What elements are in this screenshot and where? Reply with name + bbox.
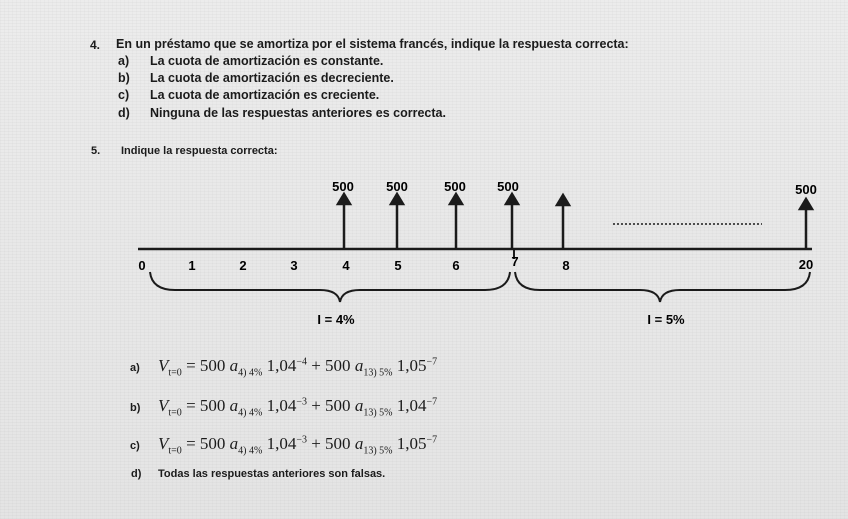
q5-option-c-letter: c) xyxy=(130,440,140,452)
rate-label-right: I = 5% xyxy=(647,312,685,327)
tick-label-0: 0 xyxy=(138,258,146,273)
amount-label-7: 500 xyxy=(497,179,519,194)
amount-label-4: 500 xyxy=(332,179,354,194)
q5-option-c-formula: $V_{t=0} = 500$ $a_{4) 4\%}$ $1,04^{-3} + 500$ $a_{13) 5\%}$ $1,05^{-7}$ xyxy=(158,434,438,457)
arrow-6-head xyxy=(450,194,462,204)
brace-right xyxy=(515,272,810,302)
tick-label-8: 8 xyxy=(562,258,570,273)
q5-option-d-text: Todas las respuestas anteriores son falsas. xyxy=(158,468,386,480)
question-4-text: En un préstamo que se amortiza por el sistema francés, indique la respuesta correcta: xyxy=(116,37,629,51)
tick-label-20: 20 xyxy=(798,257,814,272)
amount-label-6: 500 xyxy=(444,179,466,194)
q5-option-a-formula: $V_{t=0} = 500$ $a_{4) 4\%}$ $1,04^{-4} + 500$ $a_{13) 5\%}$ $1,05^{-7}$ xyxy=(158,356,438,379)
arrow-7-head xyxy=(506,194,518,204)
amount-label-20: 500 xyxy=(795,182,817,197)
amount-label-5: 500 xyxy=(386,179,408,194)
brace-left xyxy=(150,272,510,302)
tick-label-1: 1 xyxy=(188,258,196,273)
q4-option-b-letter: b) xyxy=(118,71,130,85)
arrow-8-head xyxy=(557,195,569,205)
rate-label-left: I = 4% xyxy=(317,312,355,327)
arrow-4-head xyxy=(338,194,350,204)
question-5-text: Indique la respuesta correcta: xyxy=(121,145,278,157)
tick-label-5: 5 xyxy=(394,258,402,273)
q4-option-a-letter: a) xyxy=(118,54,130,68)
q4-option-c-letter: c) xyxy=(118,88,130,102)
q4-option-d-letter: d) xyxy=(118,106,130,120)
q5-option-b-letter: b) xyxy=(130,402,141,414)
tick-label-6: 6 xyxy=(452,258,460,273)
tick-label-4: 4 xyxy=(342,258,350,273)
q4-option-c-text: La cuota de amortización es creciente. xyxy=(150,88,380,102)
q4-option-a-text: La cuota de amortización es constante. xyxy=(150,54,384,68)
q4-option-b-text: La cuota de amortización es decreciente. xyxy=(150,71,394,85)
q4-option-d-text: Ninguna de las respuestas anteriores es correcta. xyxy=(150,106,446,120)
question-4-number: 4. xyxy=(90,38,101,52)
q5-option-b-formula: $V_{t=0} = 500$ $a_{4) 4\%}$ $1,04^{-3} + 500$ $a_{13) 5\%}$ $1,04^{-7}$ xyxy=(158,396,438,419)
tick-label-3: 3 xyxy=(290,258,298,273)
q5-option-d-letter: d) xyxy=(131,468,142,480)
arrow-20-head xyxy=(800,199,812,209)
q5-option-a-letter: a) xyxy=(130,362,140,374)
question-5-number: 5. xyxy=(91,145,101,157)
arrow-5-head xyxy=(391,194,403,204)
tick-label-7: 7 xyxy=(511,254,519,269)
tick-label-2: 2 xyxy=(239,258,247,273)
